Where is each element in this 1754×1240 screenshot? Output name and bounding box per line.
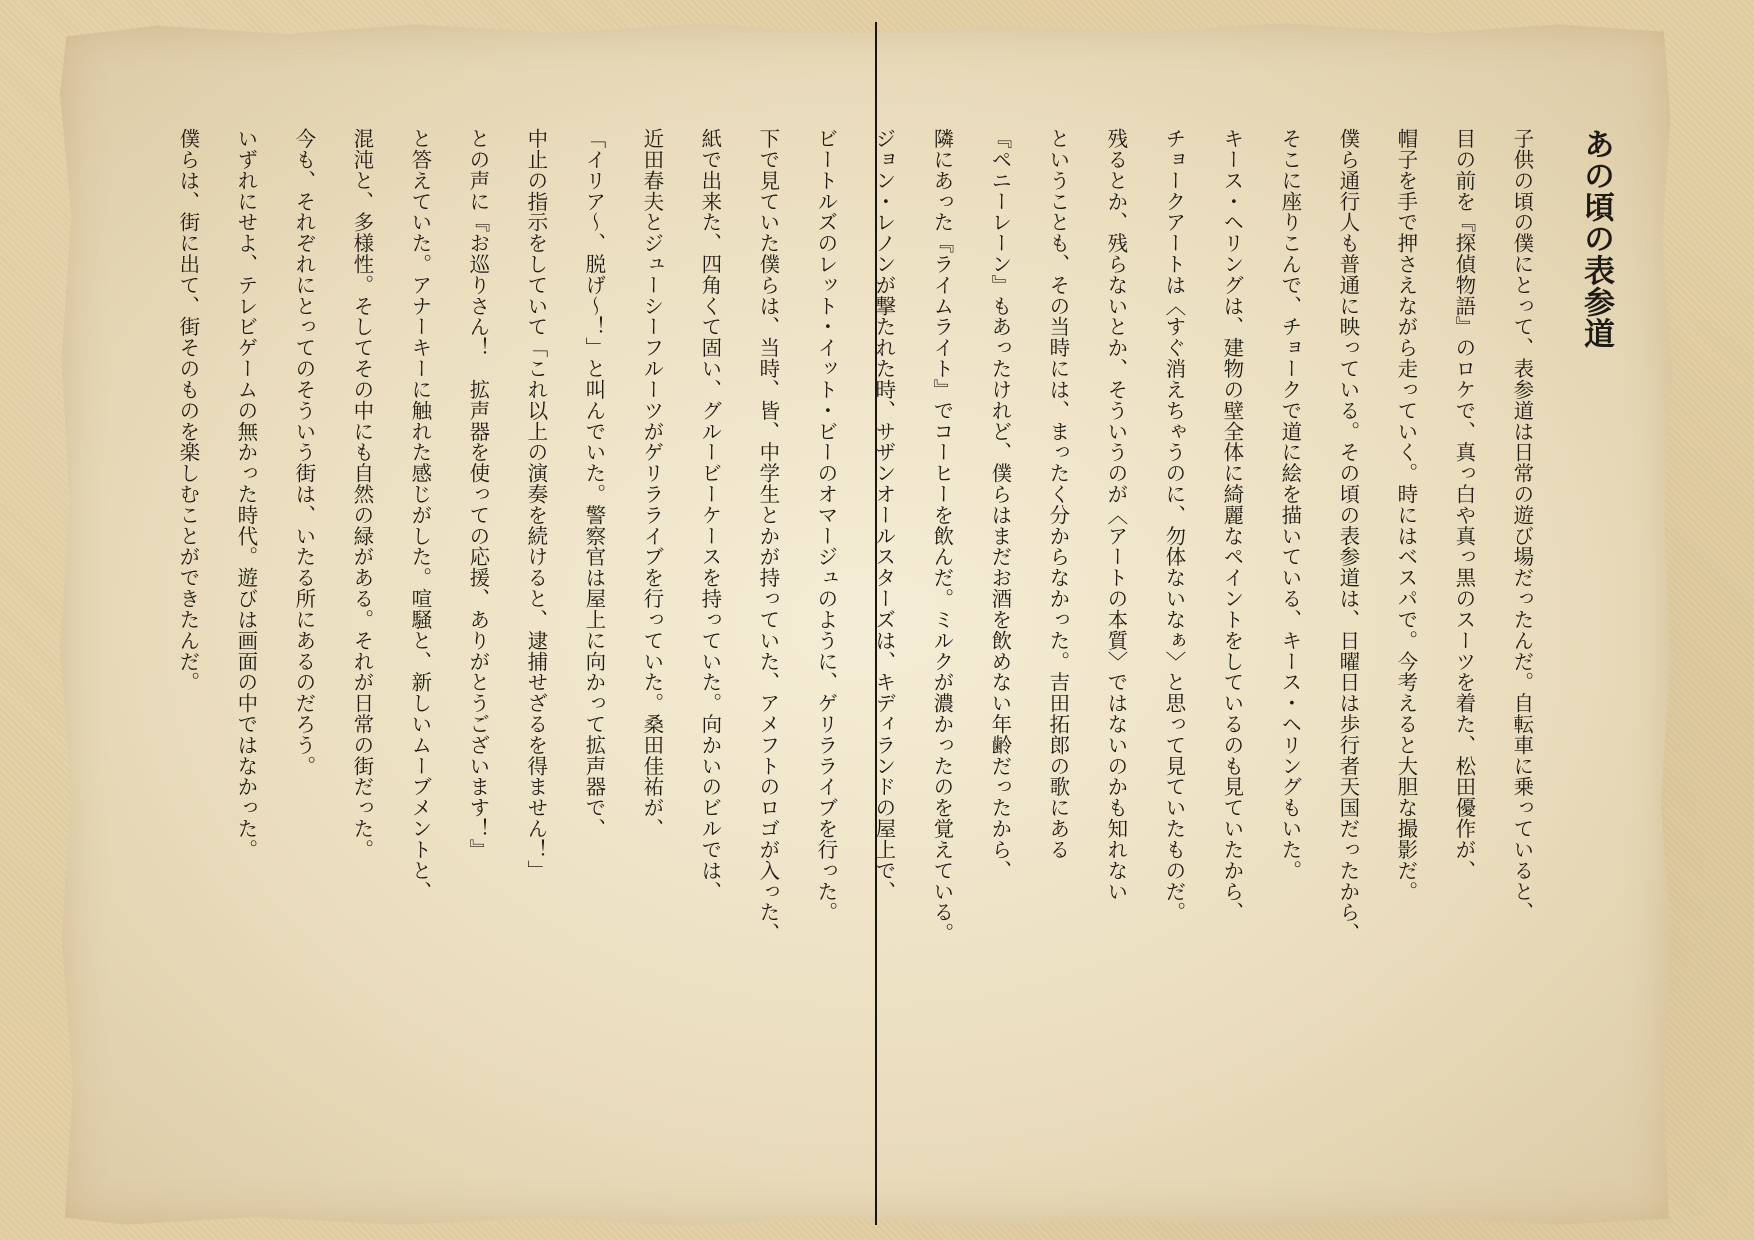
text-line: ビートルズのレット・イット・ビーのオマージュのように、ゲリラライブを行った。 [813, 128, 838, 923]
text-line: ということも、その当時には、まったく分からなかった。吉田拓郎の歌にある [1045, 128, 1070, 860]
text-line: 紙で出来た、四角くて固い、グルービーケースを持っていた。向かいのビルでは、 [697, 128, 722, 902]
text-line: 今も、それぞれにとってのそういう街は、いたる所にあるのだろう。 [291, 128, 316, 777]
text-line: 帽子を手で押さえながら走っていく。時にはベスパで。今考えると大胆な撮影だ。 [1393, 128, 1418, 902]
text-line: 目の前を『探偵物語』のロケで、真っ白や真っ黒のスーツを着た、松田優作が、 [1451, 128, 1476, 881]
text-line: 子供の頃の僕にとって、表参道は日常の遊び場だったんだ。自転車に乗っていると、 [1509, 128, 1534, 923]
vertical-text-block [159, 128, 1614, 1218]
text-line: 「イリア〜、脱げ〜！」と叫んでいた。警察官は屋上に向かって拡声器で、 [581, 128, 606, 839]
document-title: あの頃の表参道 [1578, 128, 1614, 350]
text-line: いずれにせよ、テレビゲームの無かった時代。遊びは画面の中ではなかった。 [233, 128, 258, 860]
text-line: そこに座りこんで、チョークで道に絵を描いている、キース・ヘリングもいた。 [1277, 128, 1302, 881]
text-line: 近田春夫とジューシーフルーツがゲリラライブを行っていた。桑田佳祐が、 [639, 128, 664, 839]
text-line: チョークアートは〈すぐ消えちゃうのに、勿体ないなぁ〉と思って見ていたものだ。 [1161, 128, 1186, 923]
text-line: との声に『お巡りさん！ 拡声器を使っての応援、ありがとうございます！』 [465, 128, 490, 860]
text-line: 混沌と、多様性。そしてその中にも自然の緑がある。それが日常の街だった。 [349, 128, 374, 860]
text-line: 僕らは、街に出て、街そのものを楽しむことができたんだ。 [175, 128, 200, 693]
text-line: キース・ヘリングは、建物の壁全体に綺麗なペイントをしているのも見ていたから、 [1219, 128, 1244, 923]
text-line: と答えていた。アナーキーに触れた感じがした。喧騒と、新しいムーブメントと、 [407, 128, 432, 902]
text-line: 僕ら通行人も普通に映っている。その頃の表参道は、日曜日は歩行者天国だったから、 [1335, 128, 1360, 944]
text-line: 中止の指示をしていて「これ以上の演奏を続けると、逮捕せざるを得ません！」 [523, 128, 548, 881]
text-line: 残るとか、残らないとか、そういうのが〈アートの本質〉ではないのかも知れない [1103, 128, 1128, 902]
text-line: 隣にあった『ライムライト』でコーヒーを飲んだ。ミルクが濃かったのを覚えている。 [929, 128, 954, 944]
text-line: 下で見ていた僕らは、当時、皆、中学生とかが持っていた、アメフトのロゴが入った、 [755, 128, 780, 944]
text-line: 『ペニーレーン』もあったけれど、僕らはまだお酒を飲めない年齢だったから、 [987, 128, 1012, 881]
text-line: ジョン・レノンが撃たれた時、サザンオールスターズは、キディランドの屋上で、 [871, 128, 896, 902]
